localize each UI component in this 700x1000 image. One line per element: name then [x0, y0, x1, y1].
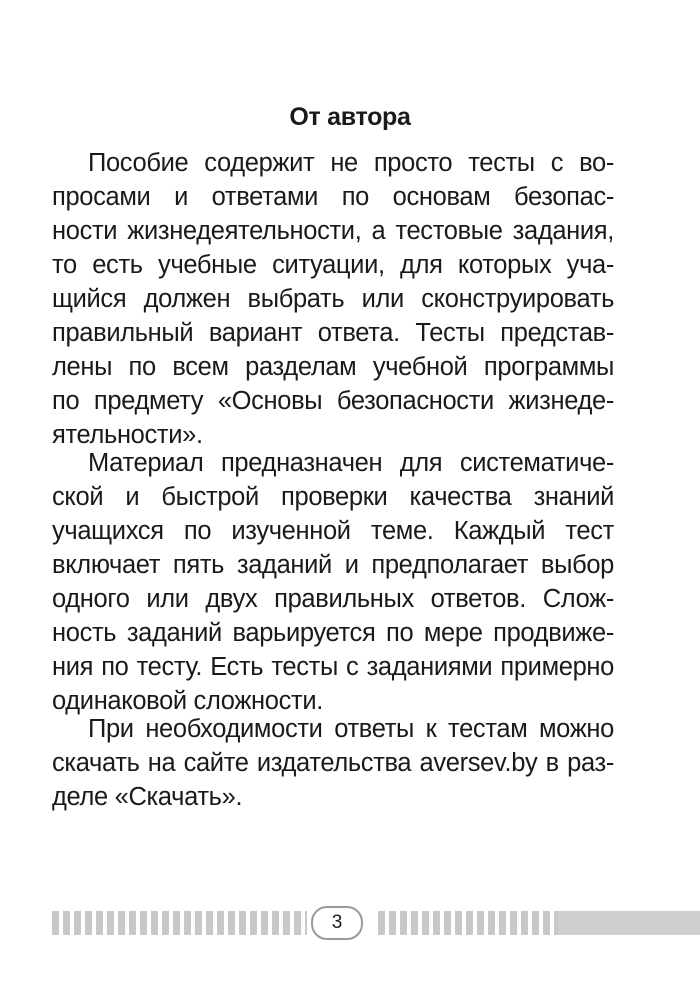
paragraph-2-line-8: одинаковой сложности. — [52, 687, 323, 715]
paragraph-3-line-1: При необходимости ответы к тестам можно — [88, 715, 614, 743]
paragraph-1-line-7: лены по всем разделам учебной программы — [52, 353, 614, 381]
paragraph-1-line-3: ности жизнедеятельности, а тестовые задания, — [52, 217, 614, 245]
footer-decorative-bar-left — [52, 911, 307, 935]
paragraph-3-line-2: скачать на сайте издательства aversev.by в раз- — [52, 749, 614, 777]
paragraph-1-line-6: правильный вариант ответа. Тесты представ- — [52, 319, 614, 347]
paragraph-2-line-3: учащихся по изученной теме. Каждый тест — [52, 517, 614, 545]
paragraph-2-line-1: Материал предназначен для систематиче- — [88, 449, 614, 477]
page-number: 3 — [311, 906, 363, 940]
paragraph-2-line-6: ность заданий варьируется по мере продвиже- — [52, 619, 614, 647]
paragraph-1-line-1: Пособие содержит не просто тесты с во- — [88, 149, 614, 177]
footer-decorative-bar-right — [378, 911, 558, 935]
paragraph-1-line-2: просами и ответами по основам безопас- — [52, 183, 614, 211]
paragraph-1-line-4: то есть учебные ситуации, для которых уча- — [52, 251, 614, 279]
paragraph-2-line-4: включает пять заданий и предполагает выбор — [52, 551, 614, 579]
paragraph-2-line-2: ской и быстрой проверки качества знаний — [52, 483, 614, 511]
paragraph-1-line-8: по предмету «Основы безопасности жизнеде- — [52, 387, 614, 415]
paragraph-2-line-5: одного или двух правильных ответов. Слож- — [52, 585, 614, 613]
footer-decorative-block — [558, 911, 700, 935]
page-title: От автора — [289, 103, 411, 131]
paragraph-3-line-3: деле «Скачать». — [52, 783, 243, 811]
paragraph-1-line-5: щийся должен выбрать или сконструировать — [52, 285, 614, 313]
paragraph-2-line-7: ния по тесту. Есть тесты с заданиями примерно — [52, 653, 614, 681]
paragraph-1-line-9: ятельности». — [52, 421, 203, 449]
